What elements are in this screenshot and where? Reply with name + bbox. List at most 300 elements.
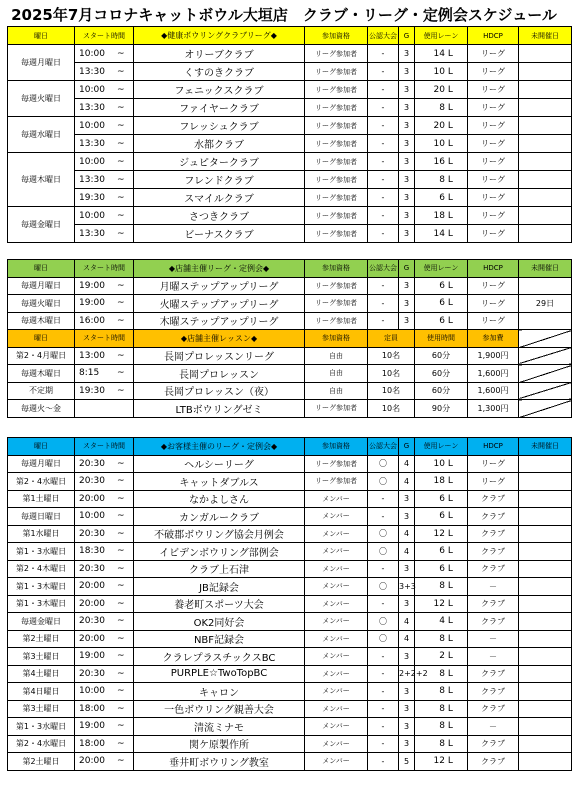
start-time-value: 16:00 bbox=[79, 315, 105, 326]
game-count: 3 bbox=[399, 735, 415, 753]
start-time-value: 19:00 bbox=[79, 298, 105, 309]
day-of-week: 毎週月曜日 bbox=[8, 455, 75, 473]
qualification: 自由 bbox=[305, 347, 368, 365]
start-time bbox=[75, 207, 134, 225]
lane-unit: L bbox=[447, 210, 453, 221]
closed-day bbox=[519, 665, 572, 683]
column-header-g: G bbox=[399, 260, 415, 278]
qualification: リーグ参加者 bbox=[305, 171, 368, 189]
lane-count bbox=[415, 595, 468, 613]
time-tilde: ~ bbox=[117, 368, 125, 379]
hdcp: リーグ bbox=[468, 171, 519, 189]
start-time bbox=[75, 648, 134, 666]
table-row bbox=[8, 648, 572, 666]
qualification: リーグ参加者 bbox=[305, 81, 368, 99]
closed-day bbox=[519, 613, 572, 631]
time-tilde: ~ bbox=[117, 315, 125, 326]
qualification: リーグ参加者 bbox=[305, 63, 368, 81]
day-of-week: 毎週木曜日 bbox=[8, 312, 75, 330]
time-tilde: ~ bbox=[117, 756, 125, 767]
closed-day bbox=[519, 490, 572, 508]
column-header-day: 曜日 bbox=[8, 330, 75, 348]
qualification: リーグ参加者 bbox=[305, 117, 368, 135]
start-time bbox=[75, 277, 134, 295]
table-row bbox=[8, 45, 572, 63]
lane-count bbox=[415, 295, 468, 313]
start-time bbox=[75, 735, 134, 753]
day-of-week: 毎週月曜日 bbox=[8, 277, 75, 295]
start-time bbox=[75, 578, 134, 596]
start-time-value: 10:00 bbox=[79, 84, 105, 95]
capacity: 10名 bbox=[368, 365, 415, 383]
lesson-row bbox=[8, 382, 572, 400]
table-row bbox=[8, 225, 572, 243]
hdcp: クラブ bbox=[468, 665, 519, 683]
closed-day bbox=[519, 277, 572, 295]
lane-unit: L bbox=[447, 598, 453, 609]
official-tournament: 〇 bbox=[368, 543, 399, 561]
lane-count bbox=[415, 648, 468, 666]
day-of-week: 毎週月曜日 bbox=[8, 45, 75, 81]
qualification: リーグ参加者 bbox=[305, 312, 368, 330]
official-tournament: - bbox=[368, 63, 399, 81]
time-tilde: ~ bbox=[117, 138, 125, 149]
game-count: 4 bbox=[399, 613, 415, 631]
start-time bbox=[75, 171, 134, 189]
official-tournament: - bbox=[368, 490, 399, 508]
lane-count bbox=[415, 490, 468, 508]
official-tournament: 〇 bbox=[368, 525, 399, 543]
day-of-week: 第3土曜日 bbox=[8, 648, 75, 666]
closed-day bbox=[519, 153, 572, 171]
official-tournament: 〇 bbox=[368, 473, 399, 491]
official-tournament: 〇 bbox=[368, 630, 399, 648]
table-row bbox=[8, 99, 572, 117]
day-of-week: 第2・4水曜日 bbox=[8, 473, 75, 491]
table-row bbox=[8, 718, 572, 736]
lane-unit: L bbox=[447, 102, 453, 113]
qualification: リーグ参加者 bbox=[305, 455, 368, 473]
start-time bbox=[75, 613, 134, 631]
qualification: メンバー bbox=[305, 560, 368, 578]
lane-number: 8 bbox=[439, 174, 445, 185]
event-name: オリーブクラブ bbox=[134, 45, 305, 63]
lane-number: 16 bbox=[433, 156, 445, 167]
hdcp: リーグ bbox=[468, 117, 519, 135]
hdcp: リーグ bbox=[468, 63, 519, 81]
time-tilde: ~ bbox=[117, 686, 125, 697]
lane-number: 18 bbox=[433, 210, 445, 221]
hdcp: リーグ bbox=[468, 225, 519, 243]
lane-unit: L bbox=[447, 738, 453, 749]
closed-day bbox=[519, 683, 572, 701]
closed-day bbox=[519, 99, 572, 117]
event-name: 一色ボウリング親善大会 bbox=[134, 700, 305, 718]
header-row bbox=[8, 27, 572, 45]
column-header-day: 曜日 bbox=[8, 260, 75, 278]
start-time-value: 13:30 bbox=[79, 174, 105, 185]
lane-unit: L bbox=[447, 476, 453, 487]
lane-count bbox=[415, 683, 468, 701]
game-count: 3 bbox=[399, 508, 415, 526]
hdcp: クラブ bbox=[468, 595, 519, 613]
lane-count bbox=[415, 613, 468, 631]
time-tilde: ~ bbox=[117, 581, 125, 592]
game-count: 3 bbox=[399, 45, 415, 63]
column-header-lanes: 使用レーン bbox=[415, 438, 468, 456]
lane-number: 20 bbox=[433, 84, 445, 95]
closed-day bbox=[519, 63, 572, 81]
day-of-week: 第1・3木曜日 bbox=[8, 578, 75, 596]
game-count: 3 bbox=[399, 207, 415, 225]
time-tilde: ~ bbox=[117, 66, 125, 77]
closed-day: 29日 bbox=[519, 295, 572, 313]
day-of-week: 毎週金曜日 bbox=[8, 613, 75, 631]
start-time-value: 20:00 bbox=[79, 581, 105, 592]
time-tilde: ~ bbox=[117, 458, 125, 469]
lane-unit: L bbox=[447, 686, 453, 697]
hdcp: クラブ bbox=[468, 753, 519, 771]
start-time bbox=[75, 490, 134, 508]
table-row bbox=[8, 525, 572, 543]
game-count: 3 bbox=[399, 63, 415, 81]
start-time-value: 19:00 bbox=[79, 721, 105, 732]
qualification: メンバー bbox=[305, 700, 368, 718]
official-tournament: - bbox=[368, 99, 399, 117]
table-row bbox=[8, 81, 572, 99]
closed-day bbox=[519, 473, 572, 491]
table-row bbox=[8, 63, 572, 81]
start-time bbox=[75, 753, 134, 771]
column-header-hdcp: HDCP bbox=[468, 438, 519, 456]
game-count: 3 bbox=[399, 225, 415, 243]
official-tournament: - bbox=[368, 735, 399, 753]
event-name: なかよしさん bbox=[134, 490, 305, 508]
qualification: メンバー bbox=[305, 753, 368, 771]
game-count: 3 bbox=[399, 153, 415, 171]
hdcp: － bbox=[468, 630, 519, 648]
closed-day bbox=[519, 117, 572, 135]
lane-unit: L bbox=[447, 633, 453, 644]
start-time bbox=[75, 543, 134, 561]
qualification: リーグ参加者 bbox=[305, 295, 368, 313]
closed-day bbox=[519, 630, 572, 648]
qualification: リーグ参加者 bbox=[305, 45, 368, 63]
official-tournament: - bbox=[368, 277, 399, 295]
hdcp: クラブ bbox=[468, 683, 519, 701]
lane-count bbox=[415, 99, 468, 117]
lane-unit: L bbox=[447, 192, 453, 203]
official-tournament: - bbox=[368, 207, 399, 225]
lane-unit: L bbox=[447, 616, 453, 627]
time-tilde: ~ bbox=[117, 668, 125, 679]
hdcp: リーグ bbox=[468, 312, 519, 330]
time-tilde: ~ bbox=[117, 493, 125, 504]
hdcp: リーグ bbox=[468, 153, 519, 171]
column-header-fee: 参加費 bbox=[468, 330, 519, 348]
qualification: メンバー bbox=[305, 648, 368, 666]
start-time bbox=[75, 81, 134, 99]
qualification: メンバー bbox=[305, 578, 368, 596]
start-time-value: 13:30 bbox=[79, 66, 105, 77]
column-header-event: ◆健康ボウリングクラブリーグ◆ bbox=[134, 27, 305, 45]
game-count: 3 bbox=[399, 700, 415, 718]
qualification: メンバー bbox=[305, 525, 368, 543]
lane-number: 14 bbox=[433, 228, 445, 239]
customer-league-table bbox=[7, 437, 572, 771]
event-name: OK2同好会 bbox=[134, 613, 305, 631]
closed-day bbox=[519, 525, 572, 543]
lane-unit: L bbox=[447, 120, 453, 131]
lane-count bbox=[415, 207, 468, 225]
game-count: 3 bbox=[399, 171, 415, 189]
header-row bbox=[8, 260, 572, 278]
lane-number: 8 bbox=[439, 703, 445, 714]
hdcp: リーグ bbox=[468, 81, 519, 99]
official-tournament: - bbox=[368, 153, 399, 171]
start-time-value: 20:00 bbox=[79, 493, 105, 504]
game-count: 4 bbox=[399, 630, 415, 648]
closed-day bbox=[519, 700, 572, 718]
qualification: リーグ参加者 bbox=[305, 473, 368, 491]
header-row bbox=[8, 438, 572, 456]
lane-unit: L bbox=[447, 174, 453, 185]
start-time bbox=[75, 718, 134, 736]
lane-number: 18 bbox=[433, 476, 445, 487]
start-time-value: 8:15 bbox=[79, 368, 100, 379]
official-tournament: - bbox=[368, 117, 399, 135]
lane-unit: L bbox=[447, 48, 453, 59]
time-tilde: ~ bbox=[117, 385, 125, 396]
column-header-duration: 使用時間 bbox=[415, 330, 468, 348]
start-time bbox=[75, 225, 134, 243]
closed-day bbox=[519, 171, 572, 189]
lane-number: 14 bbox=[433, 48, 445, 59]
table-row bbox=[8, 171, 572, 189]
lane-count bbox=[415, 45, 468, 63]
start-time bbox=[75, 473, 134, 491]
store-league-table bbox=[7, 259, 572, 418]
day-of-week: 第3土曜日 bbox=[8, 700, 75, 718]
event-name: イビデンボウリング部例会 bbox=[134, 543, 305, 561]
lane-unit: L bbox=[447, 315, 453, 326]
time-tilde: ~ bbox=[117, 528, 125, 539]
lane-number: 6 bbox=[439, 315, 445, 326]
table-row bbox=[8, 613, 572, 631]
table-row bbox=[8, 153, 572, 171]
time-tilde: ~ bbox=[117, 298, 125, 309]
empty-cell bbox=[519, 400, 572, 418]
closed-day bbox=[519, 207, 572, 225]
column-header-capacity: 定員 bbox=[368, 330, 415, 348]
start-time-value: 20:30 bbox=[79, 528, 105, 539]
start-time bbox=[75, 595, 134, 613]
event-name: ファイヤークラブ bbox=[134, 99, 305, 117]
lesson-name: 長岡プロレッスン bbox=[134, 365, 305, 383]
time-tilde: ~ bbox=[117, 563, 125, 574]
column-header-start-time: スタート時間 bbox=[75, 27, 134, 45]
start-time-value: 13:30 bbox=[79, 138, 105, 149]
day-of-week: 毎週木曜日 bbox=[8, 153, 75, 207]
closed-day bbox=[519, 135, 572, 153]
game-count: 2+2+2 bbox=[399, 665, 415, 683]
time-tilde: ~ bbox=[117, 721, 125, 732]
table-row bbox=[8, 295, 572, 313]
event-name: JB記録会 bbox=[134, 578, 305, 596]
event-name: ビーナスクラブ bbox=[134, 225, 305, 243]
official-tournament: - bbox=[368, 81, 399, 99]
official-tournament: - bbox=[368, 45, 399, 63]
time-tilde: ~ bbox=[117, 228, 125, 239]
start-time-value: 18:00 bbox=[79, 703, 105, 714]
event-name: 関ケ原製作所 bbox=[134, 735, 305, 753]
lane-unit: L bbox=[447, 138, 453, 149]
start-time-value: 19:30 bbox=[79, 192, 105, 203]
time-tilde: ~ bbox=[117, 84, 125, 95]
qualification: メンバー bbox=[305, 718, 368, 736]
game-count: 3 bbox=[399, 99, 415, 117]
lane-unit: L bbox=[447, 511, 453, 522]
start-time bbox=[75, 189, 134, 207]
start-time-value: 19:30 bbox=[79, 385, 105, 396]
event-name: キャットダブルス bbox=[134, 473, 305, 491]
start-time-value: 20:30 bbox=[79, 563, 105, 574]
game-count: 3 bbox=[399, 117, 415, 135]
start-time-value: 20:00 bbox=[79, 633, 105, 644]
event-name: 水都クラブ bbox=[134, 135, 305, 153]
lane-unit: L bbox=[447, 528, 453, 539]
closed-day bbox=[519, 718, 572, 736]
official-tournament: - bbox=[368, 560, 399, 578]
lane-unit: L bbox=[447, 493, 453, 504]
lane-count bbox=[415, 753, 468, 771]
table-row bbox=[8, 207, 572, 225]
table-row bbox=[8, 735, 572, 753]
start-time bbox=[75, 665, 134, 683]
official-tournament: 〇 bbox=[368, 578, 399, 596]
lane-unit: L bbox=[447, 651, 453, 662]
hdcp: クラブ bbox=[468, 543, 519, 561]
start-time bbox=[75, 455, 134, 473]
game-count: 5 bbox=[399, 753, 415, 771]
lane-count bbox=[415, 312, 468, 330]
column-header-event: ◆お客様主催のリーグ・定例会◆ bbox=[134, 438, 305, 456]
lane-count bbox=[415, 508, 468, 526]
lane-unit: L bbox=[447, 66, 453, 77]
lane-count bbox=[415, 718, 468, 736]
column-header-g: G bbox=[399, 27, 415, 45]
qualification: メンバー bbox=[305, 683, 368, 701]
hdcp: クラブ bbox=[468, 613, 519, 631]
hdcp: クラブ bbox=[468, 508, 519, 526]
lane-count bbox=[415, 735, 468, 753]
time-tilde: ~ bbox=[117, 546, 125, 557]
lane-number: 8 bbox=[439, 738, 445, 749]
official-tournament: - bbox=[368, 225, 399, 243]
start-time-value: 19:00 bbox=[79, 280, 105, 291]
closed-day bbox=[519, 455, 572, 473]
game-count: 3 bbox=[399, 81, 415, 99]
qualification: リーグ参加者 bbox=[305, 153, 368, 171]
table-row bbox=[8, 312, 572, 330]
time-tilde: ~ bbox=[117, 48, 125, 59]
event-name: 不破郡ボウリング協会月例会 bbox=[134, 525, 305, 543]
official-tournament: 〇 bbox=[368, 455, 399, 473]
official-tournament: - bbox=[368, 753, 399, 771]
game-count: 3+3 bbox=[399, 578, 415, 596]
game-count: 3 bbox=[399, 595, 415, 613]
column-header-hdcp: HDCP bbox=[468, 260, 519, 278]
lane-unit: L bbox=[447, 703, 453, 714]
qualification: メンバー bbox=[305, 543, 368, 561]
empty-cell bbox=[519, 365, 572, 383]
lane-number: 8 bbox=[439, 581, 445, 592]
lane-number: 8 bbox=[439, 633, 445, 644]
lane-count bbox=[415, 630, 468, 648]
qualification: 自由 bbox=[305, 365, 368, 383]
qualification: メンバー bbox=[305, 508, 368, 526]
start-time-value: 19:00 bbox=[79, 651, 105, 662]
game-count: 4 bbox=[399, 543, 415, 561]
game-count: 4 bbox=[399, 455, 415, 473]
official-tournament: 〇 bbox=[368, 613, 399, 631]
fee: 1,300円 bbox=[468, 400, 519, 418]
game-count: 3 bbox=[399, 277, 415, 295]
event-name: 清流ミナモ bbox=[134, 718, 305, 736]
start-time bbox=[75, 400, 134, 418]
official-tournament: - bbox=[368, 295, 399, 313]
column-header-start-time: スタート時間 bbox=[75, 260, 134, 278]
official-tournament: - bbox=[368, 508, 399, 526]
table-row bbox=[8, 490, 572, 508]
table-row bbox=[8, 578, 572, 596]
lane-count bbox=[415, 225, 468, 243]
lane-unit: L bbox=[447, 668, 453, 679]
game-count: 3 bbox=[399, 490, 415, 508]
time-tilde: ~ bbox=[117, 192, 125, 203]
fee: 1,900円 bbox=[468, 347, 519, 365]
start-time bbox=[75, 63, 134, 81]
official-tournament: - bbox=[368, 665, 399, 683]
lesson-name: 長岡プロレッスンリーグ bbox=[134, 347, 305, 365]
hdcp: クラブ bbox=[468, 700, 519, 718]
lane-count bbox=[415, 525, 468, 543]
lesson-row bbox=[8, 400, 572, 418]
lane-number: 8 bbox=[439, 668, 445, 679]
event-name: フレンドクラブ bbox=[134, 171, 305, 189]
day-of-week: 毎週火曜日 bbox=[8, 295, 75, 313]
lane-number: 6 bbox=[439, 511, 445, 522]
start-time bbox=[75, 508, 134, 526]
day-of-week: 毎週木曜日 bbox=[8, 365, 75, 383]
start-time-value: 18:30 bbox=[79, 546, 105, 557]
column-header-official: 公認大会 bbox=[368, 260, 399, 278]
fee: 1,600円 bbox=[468, 365, 519, 383]
closed-day bbox=[519, 508, 572, 526]
empty-cell bbox=[519, 347, 572, 365]
day-of-week: 毎週火～金 bbox=[8, 400, 75, 418]
lane-unit: L bbox=[447, 280, 453, 291]
closed-day bbox=[519, 648, 572, 666]
duration: 60分 bbox=[415, 365, 468, 383]
hdcp: リーグ bbox=[468, 455, 519, 473]
hdcp: － bbox=[468, 718, 519, 736]
hdcp: クラブ bbox=[468, 525, 519, 543]
event-name: PURPLE☆TwoTopBC bbox=[134, 665, 305, 683]
lane-count bbox=[415, 455, 468, 473]
column-header-official: 公認大会 bbox=[368, 27, 399, 45]
duration: 60分 bbox=[415, 347, 468, 365]
